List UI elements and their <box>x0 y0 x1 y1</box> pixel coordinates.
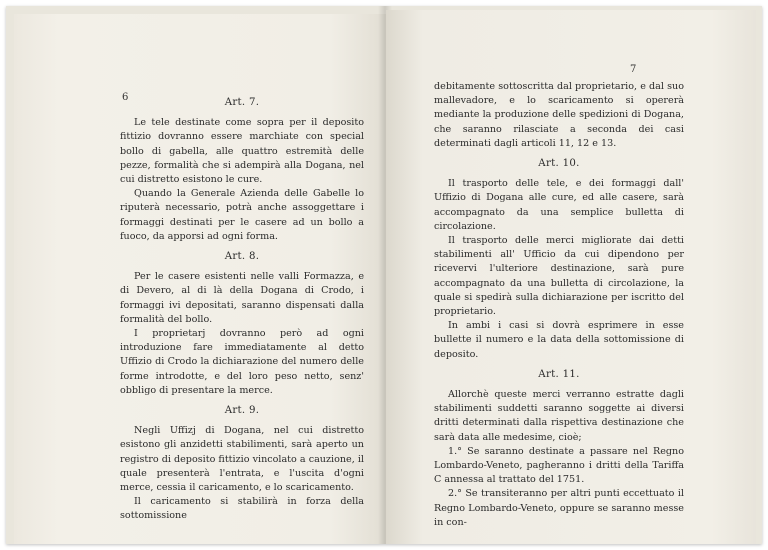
art8-heading: Art. 8. <box>224 251 260 263</box>
art11-heading: Art. 11. <box>538 368 580 380</box>
art11-paragraph-2: 1.° Se saranno destinate a passare nel Regno Lombardo-Veneto, pagheranno i dritti della Tariffa C annessa al trattato del 1751. <box>434 445 684 486</box>
art9-heading: Art. 9. <box>224 405 260 417</box>
continued-paragraph: debitamente sottoscritta dal proprietario, e dal suo mallevadore, e lo scaricamento si opererà mediante la produzione delle spedizioni di Dogana, che saranno rilasciate a seconda dei casi determinati dagli articoli 11, 12 e 13. <box>434 81 684 149</box>
art7-paragraph-2: Quando la Generale Azienda delle Gabelle lo riputerà necessario, potrà anche assoggettare i formaggi destinati per le casere ad un bollo a fuoco, da apporsi ad ogni forma. <box>120 188 364 242</box>
art8-paragraph-1: Per le casere esistenti nelle valli Formazza, e di Devero, al di là della Dogana di Crodo, i formaggi ivi depositati, saranno dispensati dalla formalità del bollo. <box>120 271 364 325</box>
art7-heading: Art. 7. <box>224 97 260 108</box>
art10-heading: Art. 10. <box>538 158 580 170</box>
right-page-text <box>434 80 684 530</box>
art9-paragraph-1: Negli Uffizj di Dogana, nel cui distretto esistono gli anzidetti stabilimenti, sarà aperto un registro di deposito fittizio vincolato a cauzione, il quale presenterà l'entrata, e l'uscita d'ogni merce, cessia il caricamento, e lo scaricamento. <box>120 425 364 494</box>
left-page <box>14 14 386 544</box>
page-number-right: 7 <box>630 64 637 75</box>
right-page <box>386 10 756 544</box>
art8-paragraph-2: I proprietarj dovranno però ad ogni introduzione fare immediatamente al detto Uffizio di Crodo la dichiarazione del numero delle forme introdotte, e del loro peso netto, senz' obbligo di presentare la merce. <box>120 328 364 396</box>
left-page-text <box>120 90 364 524</box>
open-book <box>6 6 762 544</box>
art9-paragraph-2: Il caricamento si stabilirà in forza della sottomissione <box>120 496 364 522</box>
art10-paragraph-3: In ambi i casi si dovrà esprimere in esse bullette il numero e la data della sottomissione di deposito. <box>434 320 684 360</box>
page-number-left: 6 <box>122 92 129 103</box>
art11-paragraph-3: 2.° Se transiteranno per altri punti eccettuato il Regno Lombardo-Veneto, oppure se saranno messe in con- <box>434 488 684 528</box>
art10-paragraph-2: Il trasporto delle merci migliorate dai detti stabilimenti all' Ufficio da cui dipendono per ricevervi l'ulteriore destinazione, sarà pure accompagnato da una bulletta di circolazione, la quale si spedirà sulla dichiarazione per iscritto del proprietario. <box>434 235 684 318</box>
art10-paragraph-1: Il trasporto delle tele, e dei formaggi dall' Uffizio di Dogana alle cure, ed alle casere, sarà accompagnato da una semplice bulletta di circolazione. <box>434 178 684 232</box>
art7-paragraph-1: Le tele destinate come sopra per il deposito fittizio dovranno essere marchiate con special bollo di gabella, alle quattro estremità delle pezze, formalità che si adempirà alla Dogana, nel cui distretto esistono le cure. <box>120 117 364 186</box>
art11-paragraph-1: Allorchè queste merci verranno estratte dagli stabilimenti suddetti saranno soggette ai diversi dritti determinati dalla rispettiva destinazione che sarà data alle medesime, cioè; <box>434 389 684 443</box>
